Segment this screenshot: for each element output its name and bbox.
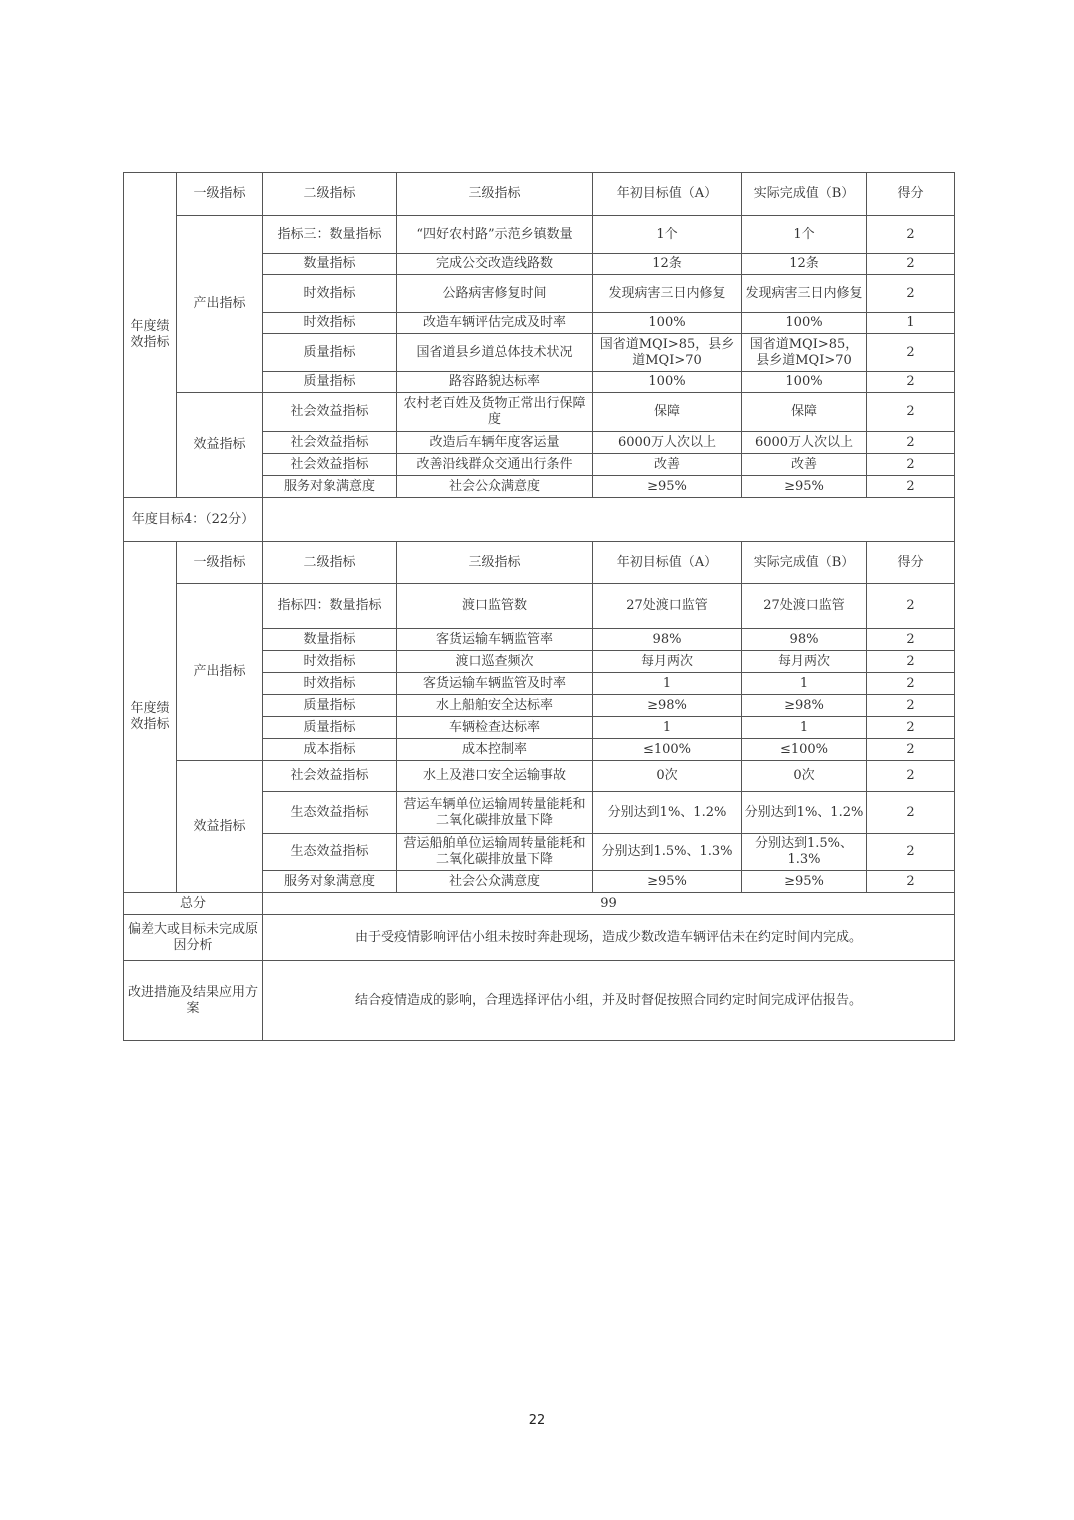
- cell-level2: 社会效益指标: [263, 432, 397, 454]
- total-value: 99: [263, 893, 955, 915]
- cell-level3: 社会公众满意度: [397, 476, 593, 498]
- cell-score: 2: [867, 393, 955, 432]
- cell-level2: 生态效益指标: [263, 834, 397, 871]
- cell-actual: 0次: [742, 761, 867, 792]
- cell-level2: 时效指标: [263, 673, 397, 695]
- cell-level3: 改造车辆评估完成及时率: [397, 313, 593, 334]
- cell-target: 27处渡口监管: [593, 584, 742, 629]
- cell-level3: 路容路貌达标率: [397, 372, 593, 393]
- cell-level2: 数量指标: [263, 629, 397, 651]
- table-header-row: [124, 173, 955, 216]
- cell-target: 0次: [593, 761, 742, 792]
- table-row: [124, 584, 955, 629]
- cell-score: 2: [867, 432, 955, 454]
- cell-level2: 生态效益指标: [263, 792, 397, 834]
- header-score: 得分: [867, 542, 955, 584]
- cell-level3: 客货运输车辆监管及时率: [397, 673, 593, 695]
- cell-target: ≥98%: [593, 695, 742, 717]
- cell-score: 2: [867, 792, 955, 834]
- cell-actual: 每月两次: [742, 651, 867, 673]
- cell-target: ≤100%: [593, 739, 742, 761]
- cell-level3: “四好农村路”示范乡镇数量: [397, 216, 593, 254]
- header-level3: 三级指标: [397, 542, 593, 584]
- cell-target: 分别达到1.5%、1.3%: [593, 834, 742, 871]
- cell-level2: 质量指标: [263, 717, 397, 739]
- cell-target: 分别达到1%、1.2%: [593, 792, 742, 834]
- cell-actual: ≥95%: [742, 871, 867, 893]
- cell-actual: 12条: [742, 254, 867, 275]
- cell-level3: 完成公交改造线路数: [397, 254, 593, 275]
- cell-level2: 质量指标: [263, 372, 397, 393]
- cell-target: 国省道MQI>85，县乡道MQI>70: [593, 334, 742, 372]
- cell-actual: 保障: [742, 393, 867, 432]
- cell-score: 2: [867, 834, 955, 871]
- header-level2: 二级指标: [263, 173, 397, 216]
- table-row: [124, 761, 955, 792]
- table-row: [124, 393, 955, 432]
- cell-score: 2: [867, 871, 955, 893]
- cell-level2: 服务对象满意度: [263, 871, 397, 893]
- cell-target: 6000万人次以上: [593, 432, 742, 454]
- cell-level3: 渡口监管数: [397, 584, 593, 629]
- goal-content: [263, 498, 955, 542]
- goal-row: [124, 498, 955, 542]
- group-label-cell: 年度绩效指标: [124, 173, 177, 498]
- header-score: 得分: [867, 173, 955, 216]
- cell-level3: 营运车辆单位运输周转量能耗和二氧化碳排放量下降: [397, 792, 593, 834]
- cell-score: 2: [867, 673, 955, 695]
- deviation-label: 偏差大或目标未完成原因分析: [124, 915, 263, 961]
- cell-level2: 时效指标: [263, 313, 397, 334]
- deviation-content: 由于受疫情影响评估小组未按时奔赴现场，造成少数改造车辆评估未在约定时间内完成。: [263, 915, 955, 961]
- cell-target: 改善: [593, 454, 742, 476]
- header-actual: 实际完成值（B）: [742, 173, 867, 216]
- cell-actual: 分别达到1%、1.2%: [742, 792, 867, 834]
- output-indicator-label: 产出指标: [177, 584, 263, 761]
- cell-actual: 6000万人次以上: [742, 432, 867, 454]
- cell-level3: 国省道县乡道总体技术状况: [397, 334, 593, 372]
- cell-level2: 服务对象满意度: [263, 476, 397, 498]
- cell-target: 发现病害三日内修复: [593, 275, 742, 313]
- cell-level2: 时效指标: [263, 275, 397, 313]
- cell-level3: 客货运输车辆监管率: [397, 629, 593, 651]
- cell-score: 2: [867, 334, 955, 372]
- table-row: [124, 216, 955, 254]
- table-header-row: [124, 542, 955, 584]
- cell-score: 2: [867, 372, 955, 393]
- cell-target: 100%: [593, 313, 742, 334]
- cell-actual: 27处渡口监管: [742, 584, 867, 629]
- improvement-content: 结合疫情造成的影响，合理选择评估小组，并及时督促按照合同约定时间完成评估报告。: [263, 961, 955, 1041]
- cell-score: 2: [867, 717, 955, 739]
- total-label: 总分: [124, 893, 263, 915]
- header-target: 年初目标值（A）: [593, 173, 742, 216]
- header-level2: 二级指标: [263, 542, 397, 584]
- cell-level2: 成本指标: [263, 739, 397, 761]
- performance-table: [123, 172, 955, 1041]
- cell-level2: 社会效益指标: [263, 454, 397, 476]
- cell-score: 2: [867, 761, 955, 792]
- cell-actual: 国省道MQI>85，县乡道MQI>70: [742, 334, 867, 372]
- cell-level3: 公路病害修复时间: [397, 275, 593, 313]
- cell-target: ≥95%: [593, 871, 742, 893]
- header-actual: 实际完成值（B）: [742, 542, 867, 584]
- cell-level3: 农村老百姓及货物正常出行保障度: [397, 393, 593, 432]
- cell-level2: 指标四：数量指标: [263, 584, 397, 629]
- cell-actual: 100%: [742, 372, 867, 393]
- cell-actual: 98%: [742, 629, 867, 651]
- cell-score: 2: [867, 216, 955, 254]
- cell-level2: 时效指标: [263, 651, 397, 673]
- cell-actual: 1: [742, 673, 867, 695]
- cell-target: 100%: [593, 372, 742, 393]
- header-target: 年初目标值（A）: [593, 542, 742, 584]
- cell-target: 98%: [593, 629, 742, 651]
- cell-level3: 渡口巡查频次: [397, 651, 593, 673]
- cell-score: 2: [867, 476, 955, 498]
- cell-level2: 社会效益指标: [263, 393, 397, 432]
- deviation-row: [124, 915, 955, 961]
- cell-level3: 社会公众满意度: [397, 871, 593, 893]
- page-number: 22: [528, 1413, 546, 1428]
- cell-level3: 水上船舶安全达标率: [397, 695, 593, 717]
- benefit-indicator-label: 效益指标: [177, 761, 263, 893]
- cell-score: 2: [867, 739, 955, 761]
- cell-score: 2: [867, 275, 955, 313]
- cell-actual: ≥98%: [742, 695, 867, 717]
- cell-level3: 水上及港口安全运输事故: [397, 761, 593, 792]
- cell-score: 2: [867, 629, 955, 651]
- cell-level2: 质量指标: [263, 334, 397, 372]
- cell-target: 12条: [593, 254, 742, 275]
- cell-actual: 改善: [742, 454, 867, 476]
- cell-score: 2: [867, 454, 955, 476]
- total-row: [124, 893, 955, 915]
- cell-actual: 1: [742, 717, 867, 739]
- improvement-row: [124, 961, 955, 1041]
- cell-actual: 发现病害三日内修复: [742, 275, 867, 313]
- cell-target: 1个: [593, 216, 742, 254]
- goal-label: 年度目标4：（22分）: [124, 498, 263, 542]
- cell-actual: 100%: [742, 313, 867, 334]
- header-level1: 一级指标: [177, 542, 263, 584]
- cell-target: 每月两次: [593, 651, 742, 673]
- cell-level3: 营运船舶单位运输周转量能耗和二氧化碳排放量下降: [397, 834, 593, 871]
- cell-level3: 车辆检查达标率: [397, 717, 593, 739]
- cell-level2: 数量指标: [263, 254, 397, 275]
- cell-level3: 改善沿线群众交通出行条件: [397, 454, 593, 476]
- cell-actual: 1个: [742, 216, 867, 254]
- output-indicator-label: 产出指标: [177, 216, 263, 393]
- group-label-cell: 年度绩效指标: [124, 542, 177, 893]
- cell-score: 2: [867, 651, 955, 673]
- cell-target: 保障: [593, 393, 742, 432]
- cell-level2: 社会效益指标: [263, 761, 397, 792]
- cell-level3: 改造后车辆年度客运量: [397, 432, 593, 454]
- cell-score: 1: [867, 313, 955, 334]
- benefit-indicator-label: 效益指标: [177, 393, 263, 498]
- cell-actual: ≤100%: [742, 739, 867, 761]
- header-level1: 一级指标: [177, 173, 263, 216]
- cell-actual: ≥95%: [742, 476, 867, 498]
- cell-actual: 分别达到1.5%、1.3%: [742, 834, 867, 871]
- header-level3: 三级指标: [397, 173, 593, 216]
- cell-level2: 指标三：数量指标: [263, 216, 397, 254]
- cell-target: 1: [593, 717, 742, 739]
- cell-level3: 成本控制率: [397, 739, 593, 761]
- cell-level2: 质量指标: [263, 695, 397, 717]
- cell-target: ≥95%: [593, 476, 742, 498]
- cell-score: 2: [867, 254, 955, 275]
- cell-score: 2: [867, 584, 955, 629]
- cell-score: 2: [867, 695, 955, 717]
- cell-target: 1: [593, 673, 742, 695]
- improvement-label: 改进措施及结果应用方案: [124, 961, 263, 1041]
